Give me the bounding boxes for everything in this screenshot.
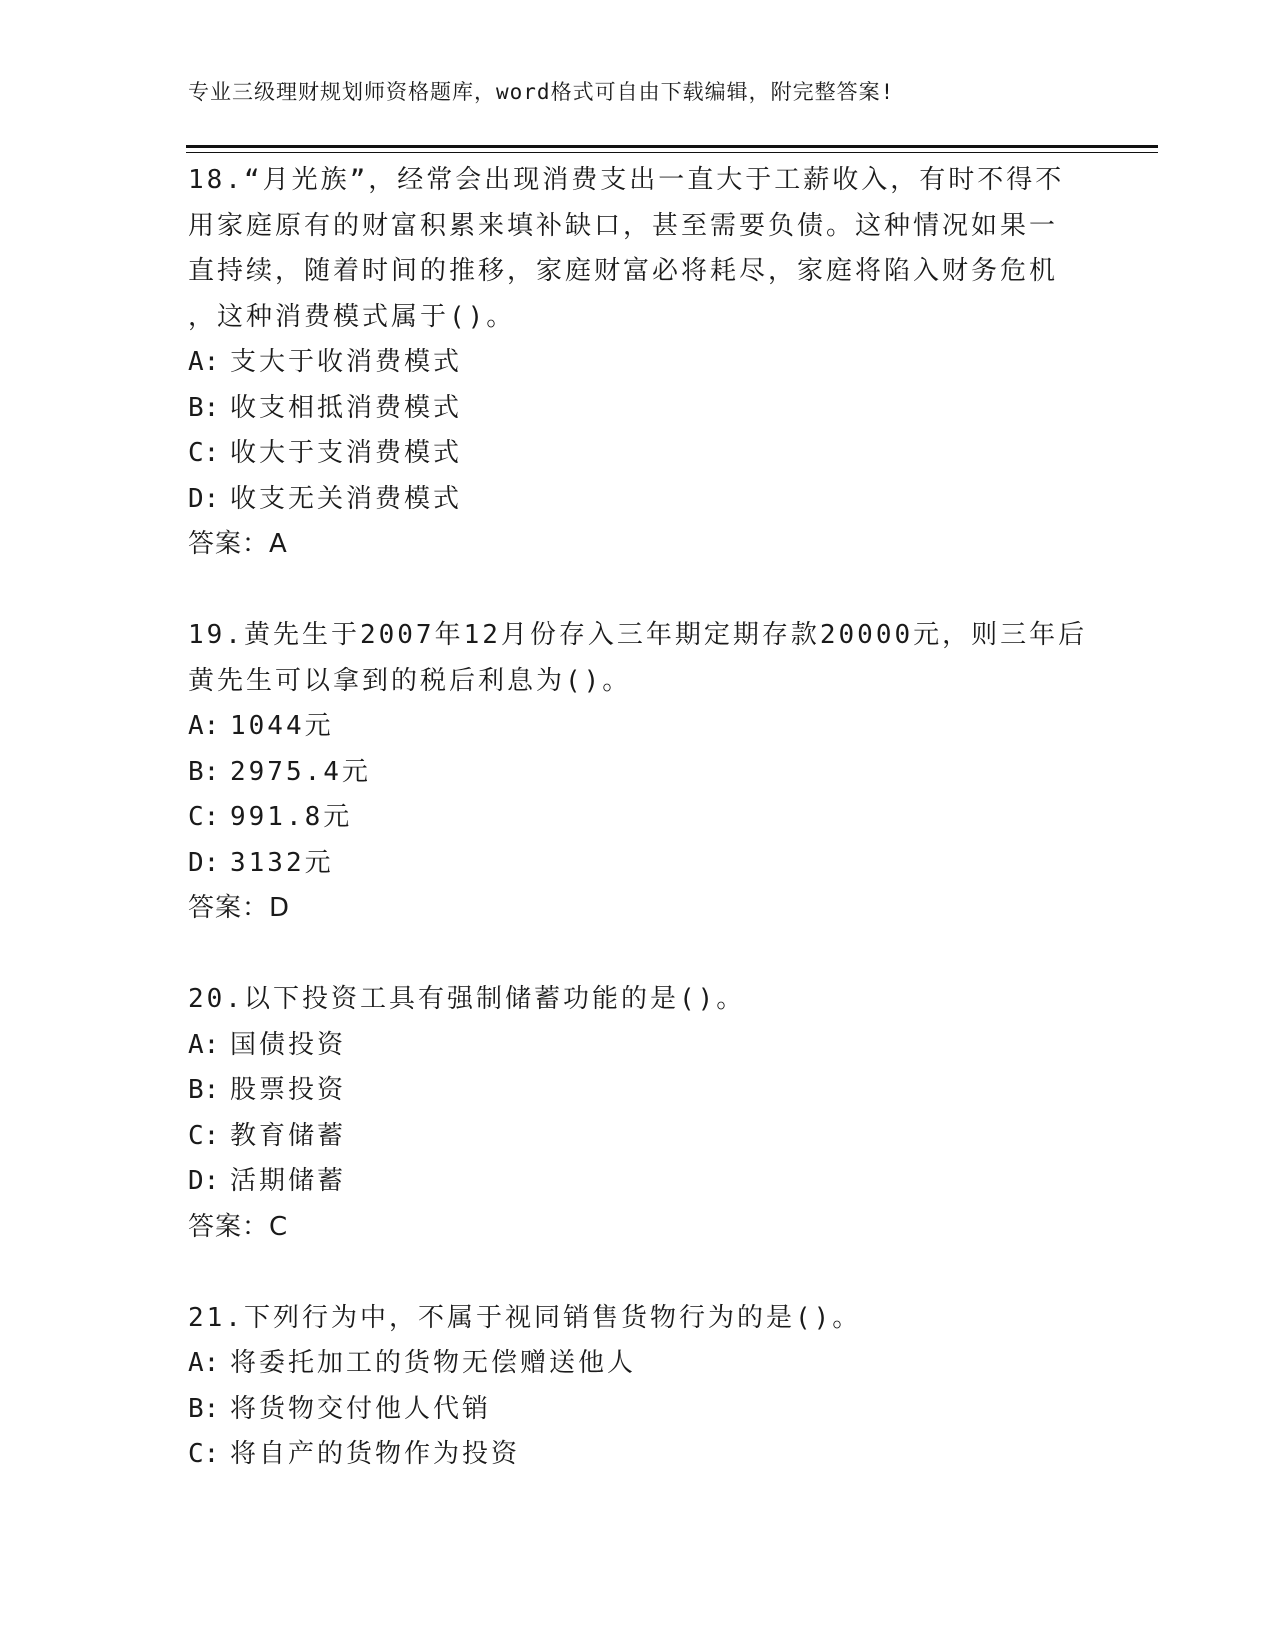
option-a <box>188 1023 1088 1069</box>
question-21 <box>188 1296 1088 1478</box>
option-text: 支大于收消费模式 <box>230 347 463 377</box>
question-stem-line: 直持续，随着时间的推移，家庭财富必将耗尽，家庭将陷入财务危机 <box>188 256 1059 286</box>
option-c <box>188 431 1088 477</box>
option-text: 将货物交付他人代销 <box>230 1393 492 1424</box>
question-stem-line: 用家庭原有的财富积累来填补缺口，甚至需要负债。这种情况如果一 <box>188 210 1059 241</box>
option-text: 1044元 <box>230 711 334 741</box>
answer-label: 答案：D <box>188 893 291 923</box>
option-c <box>188 1114 1088 1160</box>
option-c <box>188 795 1088 841</box>
option-key: C: <box>188 438 220 468</box>
option-text: 将委托加工的货物无偿赠送他人 <box>230 1348 637 1378</box>
question-stem-line: 21.下列行为中，不属于视同销售货物行为的是()。 <box>188 1302 862 1333</box>
option-key: C: <box>188 1439 220 1469</box>
option-key: B: <box>188 392 220 423</box>
question-19 <box>188 613 1088 932</box>
option-text: 991.8元 <box>230 802 353 832</box>
option-key: D: <box>188 1166 220 1196</box>
question-18 <box>188 158 1088 568</box>
option-key: D: <box>188 483 220 514</box>
option-text: 收支无关消费模式 <box>230 483 463 514</box>
question-stem-line: ，这种消费模式属于()。 <box>188 301 516 332</box>
option-b <box>188 750 1088 796</box>
option-d <box>188 841 1088 887</box>
option-key: A: <box>188 1029 220 1060</box>
option-text: 国债投资 <box>230 1029 347 1060</box>
option-key: C: <box>188 1120 220 1151</box>
option-key: A: <box>188 347 220 377</box>
option-a <box>188 1341 1088 1387</box>
page-header: 专业三级理财规划师资格题库，word格式可自由下载编辑，附完整答案! <box>188 80 895 104</box>
option-key: D: <box>188 847 220 878</box>
option-text: 收大于支消费模式 <box>230 438 463 468</box>
question-list <box>188 158 1088 1523</box>
option-b <box>188 1068 1088 1114</box>
question-stem-line: 18.“月光族”，经常会出现消费支出一直大于工薪收入，有时不得不 <box>188 165 1065 195</box>
answer-label: 答案：A <box>188 529 288 559</box>
option-text: 活期储蓄 <box>230 1166 347 1196</box>
option-d <box>188 477 1088 523</box>
option-c <box>188 1432 1088 1478</box>
option-text: 3132元 <box>230 847 334 878</box>
option-text: 教育储蓄 <box>230 1120 347 1151</box>
option-key: B: <box>188 1393 220 1424</box>
header-rule-thin <box>186 152 1158 153</box>
option-text: 股票投资 <box>230 1075 347 1105</box>
option-text: 将自产的货物作为投资 <box>230 1439 521 1469</box>
option-b <box>188 1387 1088 1433</box>
option-key: B: <box>188 756 220 787</box>
answer-label: 答案：C <box>188 1211 289 1242</box>
question-stem-line: 20.以下投资工具有强制储蓄功能的是()。 <box>188 984 746 1014</box>
option-key: A: <box>188 711 220 741</box>
option-b <box>188 386 1088 432</box>
option-a <box>188 704 1088 750</box>
option-key: B: <box>188 1075 220 1105</box>
header-rule-thick <box>186 145 1158 148</box>
option-text: 2975.4元 <box>230 756 371 787</box>
question-20 <box>188 977 1088 1250</box>
option-d <box>188 1159 1088 1205</box>
option-key: C: <box>188 802 220 832</box>
option-text: 收支相抵消费模式 <box>230 392 463 423</box>
option-a <box>188 340 1088 386</box>
question-stem-line: 黄先生可以拿到的税后利息为()。 <box>188 665 632 696</box>
option-key: A: <box>188 1348 220 1378</box>
question-stem-line: 19.黄先生于2007年12月份存入三年期定期存款20000元，则三年后 <box>188 620 1088 650</box>
